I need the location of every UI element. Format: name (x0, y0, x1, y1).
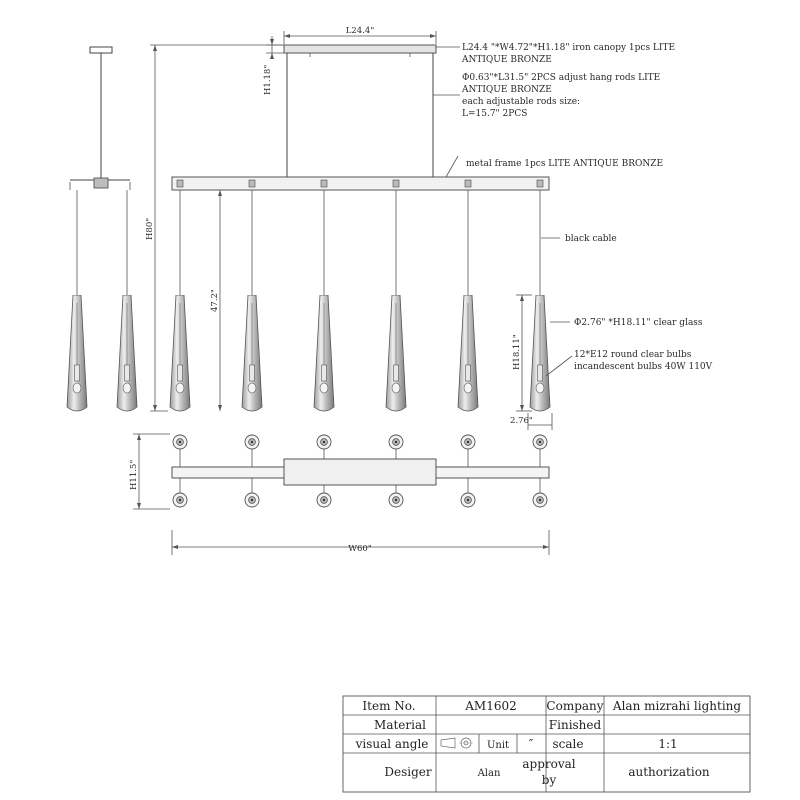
rods-note-line2: ANTIQUE BRONZE (462, 85, 552, 95)
canopy-length-label: L24.4" (345, 26, 375, 36)
iron-canopy (284, 45, 436, 53)
overall-width-label: W60" (348, 544, 372, 554)
rods-note-line1: Φ0.63"*L31.5" 2PCS adjust hang rods LITE (462, 73, 661, 83)
company-label: Company (546, 699, 604, 713)
canopy-height-label: H1.18" (263, 64, 273, 95)
side-canopy (90, 47, 112, 53)
side-elevation (67, 47, 137, 411)
plan-canopy (284, 459, 436, 485)
approval-line2: by (541, 773, 557, 787)
item-no-label: Item No. (362, 699, 416, 713)
unit-value: ″ (528, 737, 534, 751)
canopy-note-line1: L24.4 "*W4.72"*H1.18" iron canopy 1pcs LITE (462, 43, 676, 53)
side-glass-shade (117, 295, 137, 411)
frame-note: metal frame 1pcs LITE ANTIQUE BRONZE (466, 159, 664, 169)
company-value: Alan mizrahi lighting (612, 699, 742, 713)
plan-height-label: H11.5" (129, 459, 139, 490)
approval-line1: approval (522, 757, 576, 771)
finished-label: Finished (548, 718, 602, 732)
designer-label: Desiger (384, 765, 432, 779)
cable-note: black cable (565, 234, 617, 244)
plan-bulbs-bottom-row (173, 493, 547, 507)
glass-shade-3 (314, 295, 334, 411)
unit-label: Unit (486, 740, 510, 751)
pendant-cables (180, 190, 540, 295)
bulbs-note-line2: incandescent bulbs 40W 110V (574, 362, 713, 372)
glass-shade-6 (530, 295, 550, 411)
shade-height-label: H18.11" (512, 334, 522, 370)
annotations (433, 43, 713, 376)
glass-shade-4 (386, 295, 406, 411)
metal-frame (172, 177, 549, 190)
title-block (343, 696, 750, 792)
plan-bulbs-top-row (173, 435, 547, 449)
glass-shade-2 (242, 295, 262, 411)
rods-note-line3: each adjustable rods size: (462, 97, 581, 107)
material-label: Material (374, 718, 426, 732)
glass-shade-1 (170, 295, 190, 411)
visual-angle-label: visual angle (355, 737, 429, 751)
canopy-note-line2: ANTIQUE BRONZE (462, 55, 552, 65)
overall-height-label: H80" (145, 217, 155, 240)
side-glass-shade (67, 295, 87, 411)
drop-height-label: 47.2" (210, 289, 220, 312)
glass-note: Φ2.76" *H18.11" clear glass (574, 318, 703, 328)
designer-value: Alan (477, 768, 501, 779)
item-no-value: AM1602 (465, 699, 517, 713)
bulbs-note-line1: 12*E12 round clear bulbs (574, 350, 692, 360)
shade-diameter-label: 2.76" (510, 416, 533, 426)
glass-shade-5 (458, 295, 478, 411)
rods-note-line4: L=15.7" 2PCS (462, 109, 528, 119)
authorization-label: authorization (628, 765, 710, 779)
plan-view (129, 434, 549, 555)
scale-value: 1:1 (658, 737, 678, 751)
side-frame-hub (94, 178, 108, 188)
scale-label: scale (552, 737, 584, 751)
